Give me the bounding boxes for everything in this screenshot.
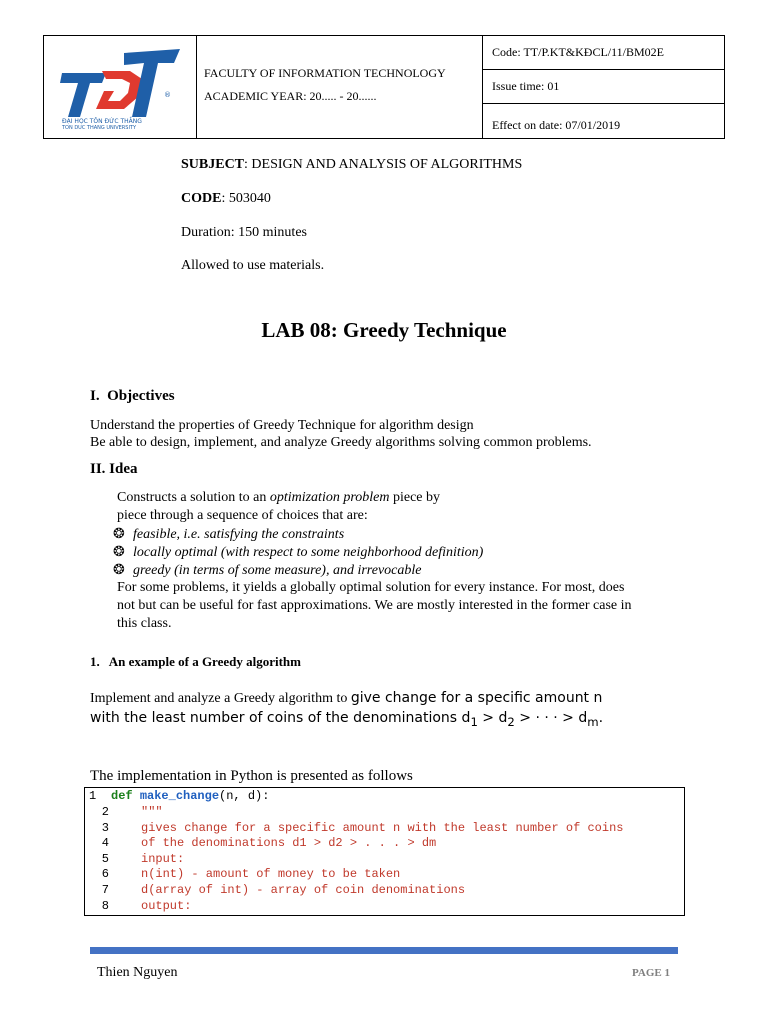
subject-value: : DESIGN AND ANALYSIS OF ALGORITHMS xyxy=(244,157,523,172)
objectives-heading: I. Objectives xyxy=(90,388,175,404)
line-number: 5 xyxy=(101,852,109,866)
code-listing xyxy=(84,787,685,916)
code-function-name: make_change xyxy=(139,789,220,803)
implementation-caption: The implementation in Python is presented as follows xyxy=(90,768,413,784)
divider xyxy=(196,36,197,138)
registered-mark: ® xyxy=(164,91,171,99)
idea-paragraph: this class. xyxy=(117,616,172,631)
subscript: 1 xyxy=(470,714,478,729)
example-text: with the least number of coins of the denominations d xyxy=(90,710,471,726)
example-text: give change for a specific amount n xyxy=(350,690,603,706)
code-line xyxy=(181,191,271,207)
bullet-text: locally optimal (with respect to some neighborhood definition) xyxy=(133,545,484,560)
faculty-name: FACULTY OF INFORMATION TECHNOLOGY xyxy=(204,66,446,80)
line-number: 6 xyxy=(101,867,109,881)
page-title: LAB 08: Greedy Technique xyxy=(261,318,507,342)
idea-intro xyxy=(117,490,440,506)
list-item xyxy=(113,526,344,543)
code-line: """ xyxy=(141,805,163,819)
materials: Allowed to use materials. xyxy=(181,258,325,273)
idea-heading: II. Idea xyxy=(90,461,138,477)
subscript: m xyxy=(587,714,599,729)
example-line-1 xyxy=(90,689,602,707)
code-args: (n, d): xyxy=(219,789,270,803)
bullet-text: feasible, i.e. satisfying the constraints xyxy=(133,527,345,542)
divider xyxy=(483,103,725,104)
subscript: 2 xyxy=(507,714,515,729)
logo-caption: ĐẠI HỌC TÔN ĐỨC THẮNG xyxy=(62,118,142,125)
logo-caption: TON DUC THANG UNIVERSITY xyxy=(62,125,137,129)
header-table xyxy=(43,35,725,139)
code-value: : 503040 xyxy=(221,191,271,206)
idea-intro-text: Constructs a solution to an xyxy=(117,490,270,505)
divider xyxy=(482,36,483,138)
example-text: > d xyxy=(477,710,508,726)
line-number: 1 xyxy=(89,789,97,803)
effect-date: Effect on date: 07/01/2019 xyxy=(492,118,621,132)
code-line: input: xyxy=(141,852,185,866)
objective-line: Understand the properties of Greedy Technique for algorithm design xyxy=(90,418,474,433)
idea-intro-2: piece through a sequence of choices that are: xyxy=(117,508,368,523)
footer-author: Thien Nguyen xyxy=(97,965,178,980)
list-item xyxy=(113,562,421,579)
code-keyword: def xyxy=(111,789,133,803)
example-text: . xyxy=(598,710,604,726)
subject-line xyxy=(181,157,522,173)
page-number: PAGE 1 xyxy=(632,967,670,979)
example-text: > · · · > d xyxy=(514,710,588,726)
university-logo xyxy=(58,45,182,129)
subject-label: SUBJECT xyxy=(181,157,245,172)
example-heading: 1. An example of a Greedy algorithm xyxy=(90,654,301,669)
bullet-icon: ❂ xyxy=(113,527,125,542)
example-line-2 xyxy=(90,710,603,729)
duration: Duration: 150 minutes xyxy=(181,225,307,240)
line-number: 3 xyxy=(101,821,109,835)
code-line: n(int) - amount of money to be taken xyxy=(141,867,401,881)
idea-paragraph: not but can be useful for fast approximations. We are mostly interested in the former case in xyxy=(117,598,632,613)
tdt-logo-icon xyxy=(58,45,182,129)
list-item xyxy=(113,544,483,561)
line-number: 2 xyxy=(101,805,109,819)
line-number: 8 xyxy=(101,899,109,913)
divider xyxy=(483,69,725,70)
example-text: Implement and analyze a Greedy algorithm to xyxy=(90,691,351,706)
code-line: gives change for a specific amount n with the least number of coins xyxy=(141,821,624,835)
code-label: CODE xyxy=(181,191,222,206)
line-number: 4 xyxy=(101,836,109,850)
footer-bar xyxy=(90,947,678,954)
document-code: Code: TT/P.KT&KĐCL/11/BM02E xyxy=(492,45,665,59)
idea-intro-emph: optimization problem xyxy=(269,490,390,505)
idea-paragraph: For some problems, it yields a globally optimal solution for every instance. For most, does xyxy=(117,580,625,595)
bullet-text: greedy (in terms of some measure), and irrevocable xyxy=(133,563,422,578)
objective-line: Be able to design, implement, and analyze Greedy algorithms solving common problems. xyxy=(90,435,592,450)
code-line: output: xyxy=(141,899,192,913)
code-line: d(array of int) - array of coin denominations xyxy=(141,883,466,897)
line-number: 7 xyxy=(101,883,109,897)
code-line xyxy=(111,789,269,803)
issue-time: Issue time: 01 xyxy=(492,79,560,93)
code-line: of the denominations d1 > d2 > . . . > dm xyxy=(141,836,437,850)
academic-year: ACADEMIC YEAR: 20..... - 20...... xyxy=(204,89,377,103)
bullet-icon: ❂ xyxy=(113,563,125,578)
idea-intro-text: piece by xyxy=(389,490,441,505)
bullet-icon: ❂ xyxy=(113,545,125,560)
